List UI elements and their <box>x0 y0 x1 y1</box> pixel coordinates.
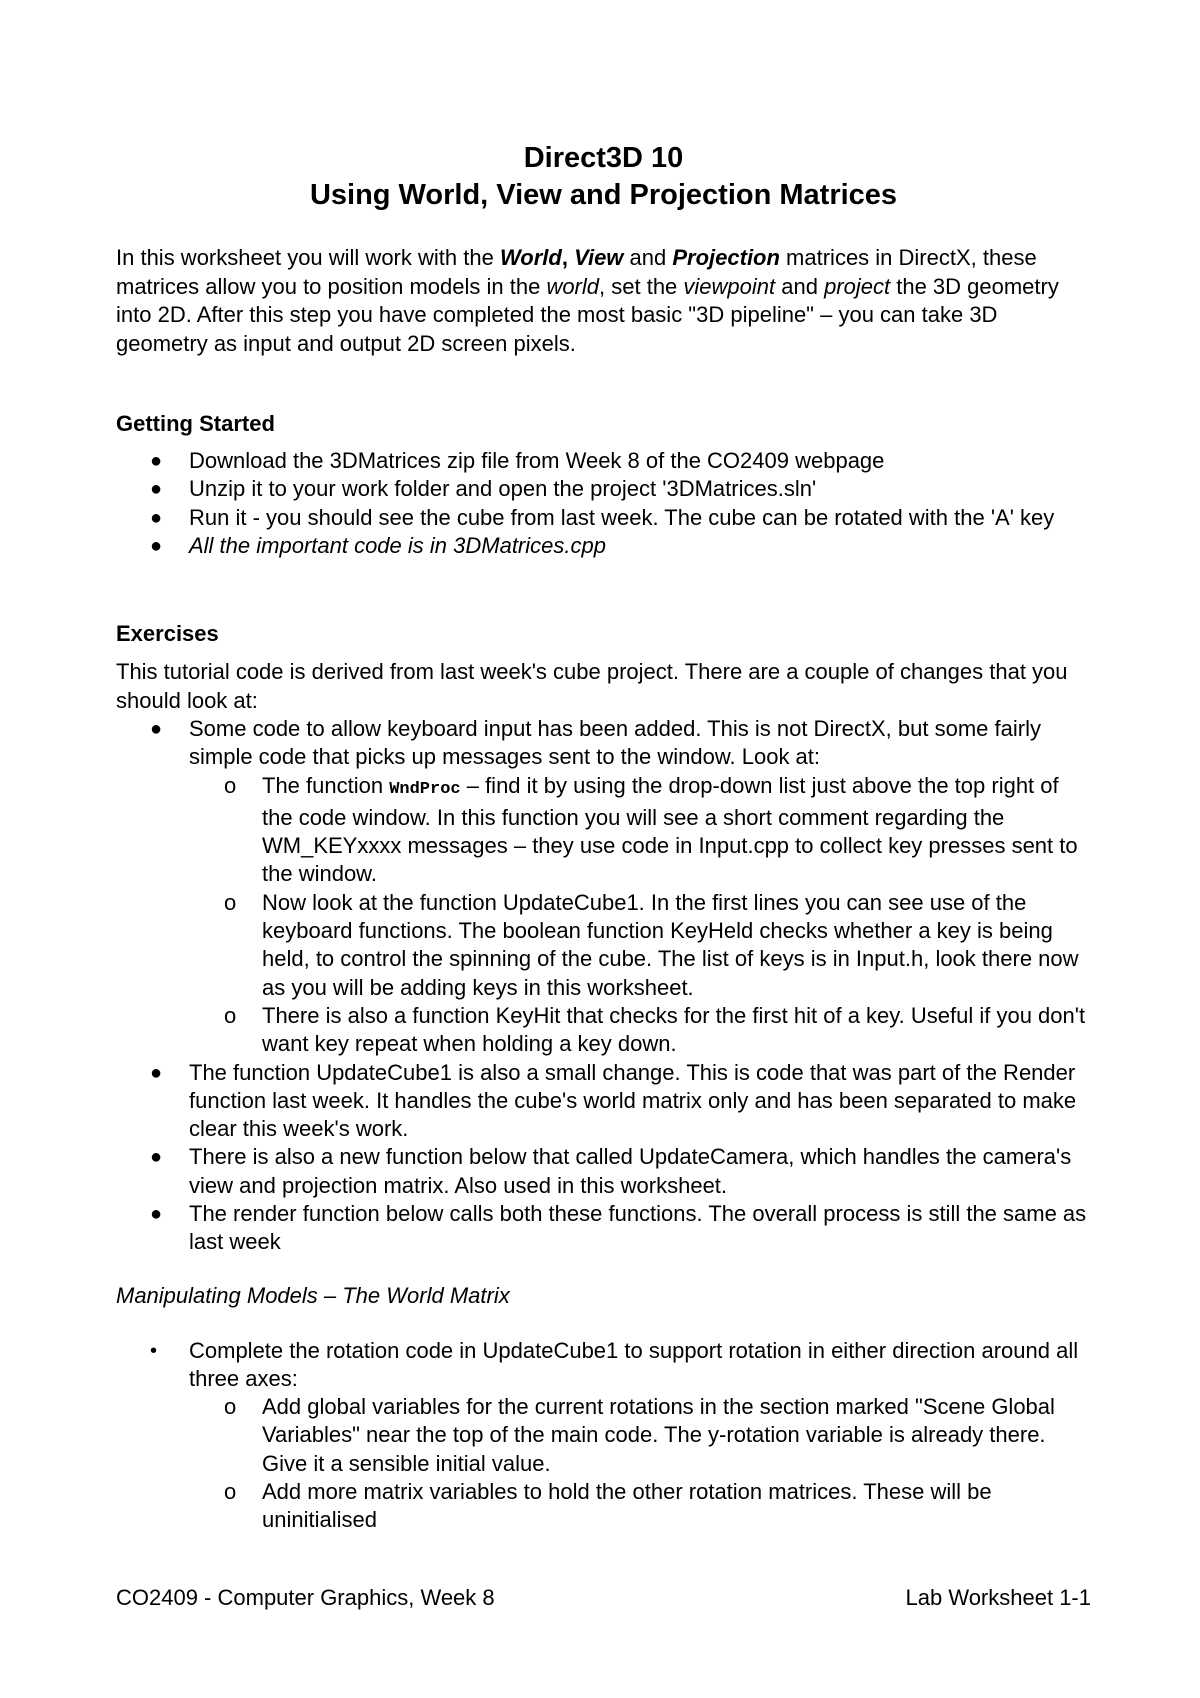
bullet-icon: ● <box>150 1061 163 1084</box>
list-item <box>116 1200 1091 1257</box>
list-item <box>116 447 1091 475</box>
bullet-icon: • <box>150 1339 158 1362</box>
document-subtitle: Using World, View and Projection Matrices <box>309 179 898 211</box>
list-item-text: – find it by using the drop-down list just above the top right of the code window. In this function you will see a short comment regarding the WM_KEYxxxx messages – they use code in Input.cpp to collect key presses sent to the window. <box>262 772 1078 887</box>
bullet-icon: ● <box>150 534 163 557</box>
exercises-heading: Exercises <box>116 621 219 646</box>
sub-list-item <box>116 772 1091 889</box>
page-footer <box>116 1585 1091 1611</box>
intro-comma: , <box>561 245 575 270</box>
getting-started-list <box>116 447 1091 560</box>
exercises-intro: This tutorial code is derived from last week's cube project. There are a couple of changes that you should look at: <box>116 659 1068 713</box>
circle-bullet-icon: o <box>224 889 237 915</box>
getting-started-section <box>116 410 1091 560</box>
bullet-icon: ● <box>150 718 163 740</box>
intro-viewpoint-italic: viewpoint <box>683 273 776 299</box>
intro-text-2: matrices in DirectX, these matrices allow you to position models in the <box>116 245 1037 299</box>
list-item-text: The function <box>262 772 390 798</box>
manipulating-heading <box>116 1282 1091 1311</box>
sub-list-item <box>116 1393 1091 1478</box>
intro-paragraph <box>116 244 1091 358</box>
intro-world-term: World <box>499 245 562 270</box>
document-title: Direct3D 10 <box>523 142 684 174</box>
bullet-icon: ● <box>150 1203 163 1226</box>
manipulating-heading-text: Manipulating Models – The World Matrix <box>116 1283 510 1308</box>
getting-started-heading: Getting Started <box>116 411 275 436</box>
list-item-text: Some code to allow keyboard input has been added. This is not DirectX, but some fairly simple code that picks up messages sent to the window. Look at: <box>189 716 1041 770</box>
intro-text-3: , set the <box>599 273 684 299</box>
list-item <box>116 475 1091 503</box>
list-item <box>116 715 1091 772</box>
list-item <box>116 1059 1091 1144</box>
list-item <box>116 1143 1091 1200</box>
list-item-text: Download the 3DMatrices zip file from Week 8 of the CO2409 webpage <box>189 448 885 473</box>
list-item <box>116 504 1091 532</box>
intro-projection-term: Projection <box>672 245 780 270</box>
circle-bullet-icon: o <box>224 1394 237 1420</box>
bullet-icon: ● <box>150 450 163 472</box>
intro-text: In this worksheet you will work with the <box>116 245 500 270</box>
list-item-text: Now look at the function UpdateCube1. In the first lines you can see use of the keyboard functions. The boolean function KeyHeld checks whether a key is being held, to control the spinning of the cube. The list of keys is in Input.h, look there now as you will be adding keys in this worksheet. <box>262 889 1079 1000</box>
intro-text-4: and <box>775 273 825 299</box>
list-item-text: Complete the rotation code in UpdateCube1 to support rotation in either direction around all three axes: <box>189 1337 1079 1391</box>
manipulating-list <box>116 1337 1091 1535</box>
circle-bullet-icon: o <box>224 1002 237 1028</box>
bullet-icon: ● <box>150 478 163 501</box>
list-item-text: All the important code is in 3DMatrices.cpp <box>189 532 606 558</box>
exercises-list <box>116 715 1091 1257</box>
intro-text-5: the 3D geometry into 2D. After this step you have completed the most basic "3D pipeline" – you can take 3D geometry as input and output 2D screen pixels. <box>116 273 1059 356</box>
list-item-text: The render function below calls both these functions. The overall process is still the same as last week <box>189 1201 1087 1255</box>
footer-worksheet-number: Lab Worksheet 1-1 <box>905 1585 1091 1610</box>
list-item-text: There is also a new function below that called UpdateCamera, which handles the camera's view and projection matrix. Also used in this worksheet. <box>189 1144 1072 1198</box>
sub-list-item <box>116 1002 1091 1059</box>
list-item-text: The function UpdateCube1 is also a small change. This is code that was part of the Render function last week. It handles the cube's world matrix only and has been separated to make clear this week's work. <box>189 1059 1077 1142</box>
list-item-text: There is also a function KeyHit that checks for the first hit of a key. Useful if you don't want key repeat when holding a key down. <box>262 1002 1086 1057</box>
intro-world-italic: world <box>546 273 600 299</box>
circle-bullet-icon: o <box>224 772 237 798</box>
list-item-text: Add global variables for the current rotations in the section marked "Scene Global Variables" near the top of the main code. The y-rotation variable is already there. Give it a sensible initial value. <box>262 1394 1055 1476</box>
list-item <box>116 532 1091 560</box>
sub-list-item <box>116 1478 1091 1535</box>
manipulating-models-section <box>116 1282 1091 1535</box>
list-item-text: Run it - you should see the cube from last week. The cube can be rotated with the 'A' key <box>189 504 1055 530</box>
list-item-text: Add more matrix variables to hold the other rotation matrices. These will be uninitialised <box>262 1478 992 1533</box>
bullet-icon: ● <box>150 506 163 529</box>
footer-course: CO2409 - Computer Graphics, Week 8 <box>116 1585 495 1610</box>
bullet-icon: ● <box>150 1146 163 1169</box>
list-item-text: Unzip it to your work folder and open the project '3DMatrices.sln' <box>189 476 817 502</box>
intro-and: and <box>623 245 673 270</box>
list-item <box>116 1337 1091 1394</box>
circle-bullet-icon: o <box>224 1478 237 1504</box>
code-wndproc: WndProc <box>389 779 461 799</box>
intro-view-term: View <box>574 245 624 270</box>
exercises-section <box>116 620 1091 1257</box>
sub-list-item <box>116 889 1091 1002</box>
intro-project-italic: project <box>824 273 891 299</box>
